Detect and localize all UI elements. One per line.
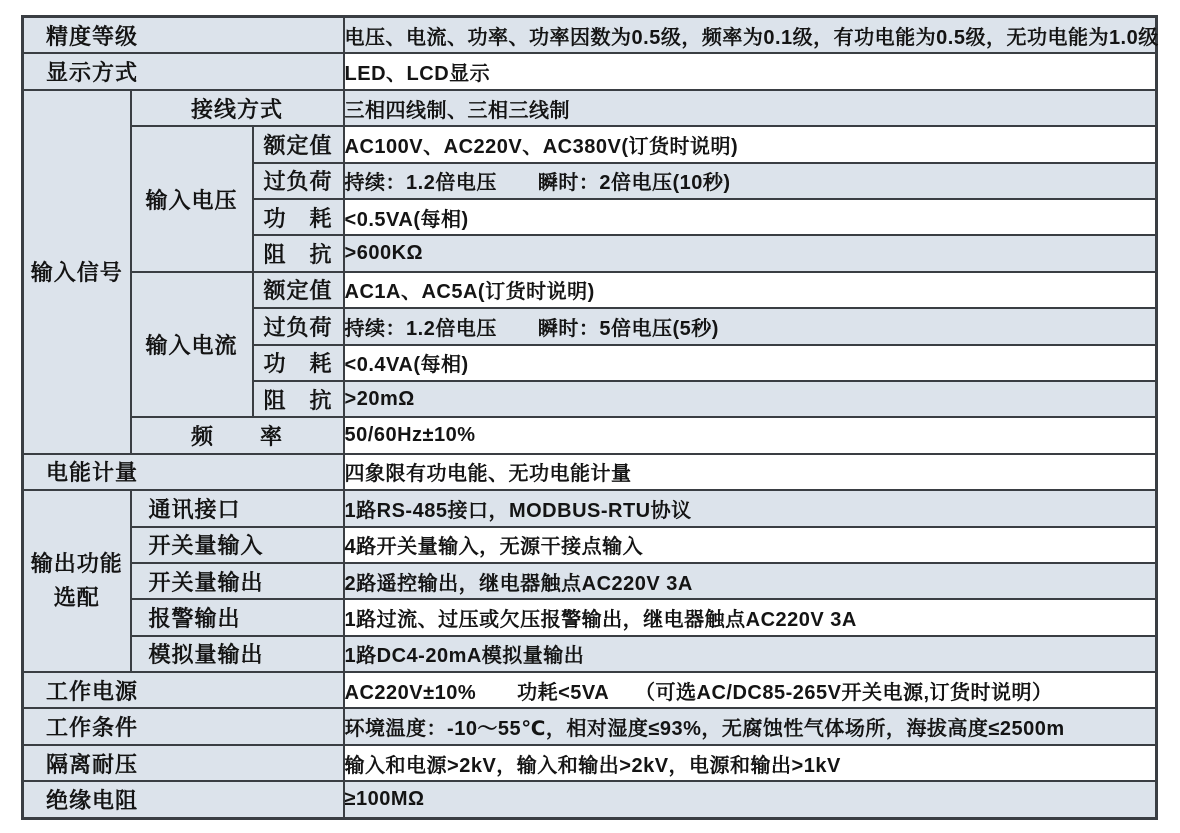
voltage-power-label: 功 耗 (253, 199, 344, 235)
work-condition-label: 工作条件 (23, 708, 344, 744)
display-value: LED、LCD显示 (344, 53, 1157, 89)
isolation-label: 隔离耐压 (23, 745, 344, 781)
frequency-label: 频 率 (131, 417, 344, 453)
current-impedance-label: 阻 抗 (253, 381, 344, 417)
voltage-overload-label: 过负荷 (253, 163, 344, 199)
row-accuracy (23, 17, 1157, 54)
analog-output-value: 1路DC4-20mA模拟量输出 (344, 636, 1157, 672)
row-switch-input (23, 527, 1157, 563)
current-overload-value: 持续：1.2倍电压 瞬时：5倍电压(5秒) (344, 308, 1157, 344)
voltage-impedance-label: 阻 抗 (253, 235, 344, 271)
comm-label: 通讯接口 (131, 490, 344, 526)
row-wiring (23, 90, 1157, 126)
voltage-rated-value: AC100V、AC220V、AC380V(订货时说明) (344, 126, 1157, 162)
row-switch-output (23, 563, 1157, 599)
input-signal-label: 输入信号 (23, 90, 131, 454)
row-work-condition (23, 708, 1157, 744)
insulation-label: 绝缘电阻 (23, 781, 344, 818)
switch-output-label: 开关量输出 (131, 563, 344, 599)
alarm-output-label: 报警输出 (131, 599, 344, 635)
switch-input-label: 开关量输入 (131, 527, 344, 563)
row-isolation (23, 745, 1157, 781)
current-rated-label: 额定值 (253, 272, 344, 308)
energy-metering-label: 电能计量 (23, 454, 344, 490)
switch-input-value: 4路开关量输入，无源干接点输入 (344, 527, 1157, 563)
row-power-supply (23, 672, 1157, 708)
alarm-output-value: 1路过流、过压或欠压报警输出，继电器触点AC220V 3A (344, 599, 1157, 635)
row-voltage-rated (23, 126, 1157, 162)
current-impedance-value: >20mΩ (344, 381, 1157, 417)
input-voltage-label: 输入电压 (131, 126, 253, 272)
row-current-rated (23, 272, 1157, 308)
power-supply-label: 工作电源 (23, 672, 344, 708)
insulation-value: ≥100MΩ (344, 781, 1157, 818)
current-overload-label: 过负荷 (253, 308, 344, 344)
isolation-value: 输入和电源>2kV，输入和输出>2kV，电源和输出>1kV (344, 745, 1157, 781)
work-condition-value: 环境温度：-10～55℃，相对湿度≤93%，无腐蚀性气体场所，海拔高度≤2500m (344, 708, 1157, 744)
row-energy-metering (23, 454, 1157, 490)
row-frequency (23, 417, 1157, 453)
current-power-value: <0.4VA(每相) (344, 345, 1157, 381)
wiring-label: 接线方式 (131, 90, 344, 126)
comm-value: 1路RS-485接口，MODBUS-RTU协议 (344, 490, 1157, 526)
row-display (23, 53, 1157, 89)
analog-output-label: 模拟量输出 (131, 636, 344, 672)
input-current-label: 输入电流 (131, 272, 253, 418)
row-comm (23, 490, 1157, 526)
voltage-impedance-value: >600KΩ (344, 235, 1157, 271)
accuracy-label: 精度等级 (23, 17, 344, 54)
display-label: 显示方式 (23, 53, 344, 89)
row-analog-output (23, 636, 1157, 672)
specification-table (21, 15, 1158, 820)
output-options-label: 输出功能选配 (23, 490, 131, 672)
frequency-value: 50/60Hz±10% (344, 417, 1157, 453)
switch-output-value: 2路遥控输出，继电器触点AC220V 3A (344, 563, 1157, 599)
accuracy-value: 电压、电流、功率、功率因数为0.5级，频率为0.1级，有功电能为0.5级，无功电能为1.0级 (344, 17, 1157, 54)
current-power-label: 功 耗 (253, 345, 344, 381)
wiring-value: 三相四线制、三相三线制 (344, 90, 1157, 126)
power-supply-value: AC220V±10% 功耗<5VA （可选AC/DC85-265V开关电源,订货时说明） (344, 672, 1157, 708)
voltage-overload-value: 持续：1.2倍电压 瞬时：2倍电压(10秒) (344, 163, 1157, 199)
row-alarm-output (23, 599, 1157, 635)
voltage-rated-label: 额定值 (253, 126, 344, 162)
energy-metering-value: 四象限有功电能、无功电能计量 (344, 454, 1157, 490)
current-rated-value: AC1A、AC5A(订货时说明) (344, 272, 1157, 308)
row-insulation (23, 781, 1157, 818)
voltage-power-value: <0.5VA(每相) (344, 199, 1157, 235)
